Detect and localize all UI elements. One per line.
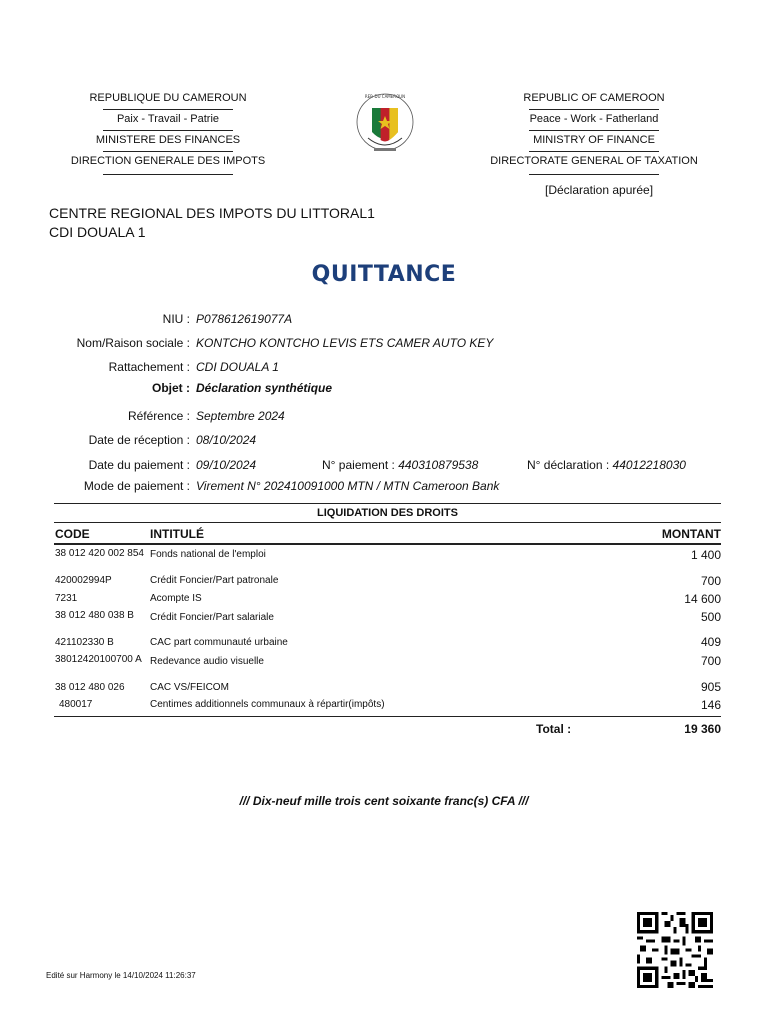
declaration-number-value: 44012218030 (612, 458, 686, 472)
payment-date-value: 09/10/2024 (196, 458, 257, 472)
header-right (469, 88, 719, 172)
row-montant: 146 (700, 698, 721, 712)
row-intitule: Centimes additionnels communaux à répartir(impôts) (150, 699, 385, 710)
header-left (43, 88, 293, 172)
total-label: Total : (536, 722, 572, 736)
row-code: 420002994P (55, 575, 112, 586)
tax-centre (49, 204, 375, 242)
table-caption: LIQUIDATION DES DROITS (317, 507, 458, 519)
row-code: 38 012 480 038 B (55, 610, 134, 621)
tax-centre-cdi: CDI DOUALA 1 (49, 224, 146, 240)
header-left-line: Paix - Travail - Patrie (43, 109, 293, 130)
row-code: 421102330 B (55, 637, 114, 648)
declaration-number (527, 458, 686, 472)
reference-label: Référence : (127, 409, 190, 423)
tax-centre-name: CENTRE REGIONAL DES IMPOTS DU LITTORAL1 (49, 205, 375, 221)
row-intitule: Redevance audio visuelle (150, 656, 264, 667)
header-right-line: Peace - Work - Fatherland (469, 109, 719, 130)
payment-mode-value: Virement N° 202410091000 MTN / MTN Cameroon Bank (196, 479, 500, 493)
payment-date-label: Date du paiement : (88, 458, 190, 472)
header-left-line: MINISTERE DES FINANCES (43, 130, 293, 151)
header-right-line: REPUBLIC OF CAMEROON (523, 92, 665, 104)
row-code: 7231 (55, 593, 78, 604)
payment-mode-label: Mode de paiement : (83, 479, 190, 493)
reception-date-label: Date de réception : (88, 433, 190, 447)
total-value: 19 360 (684, 722, 721, 736)
row-intitule: CAC part communauté urbaine (150, 637, 288, 648)
document-title: QUITTANCE (311, 262, 457, 287)
declaration-status: [Déclaration apurée] (545, 183, 654, 197)
column-header-code: CODE (55, 527, 90, 541)
table-rule-bottom (54, 716, 721, 717)
row-montant: 700 (700, 654, 721, 668)
table-rule-caption (54, 522, 721, 523)
payment-number (322, 458, 478, 472)
row-intitule: CAC VS/FEICOM (150, 682, 229, 693)
header-left-line: DIRECTION GENERALE DES IMPOTS (43, 151, 293, 172)
column-header-montant: MONTANT (661, 527, 721, 541)
niu-label: NIU : (162, 312, 190, 326)
attachment-label: Rattachement : (108, 360, 190, 374)
row-code: 38012420100700 A (55, 654, 142, 665)
row-intitule: Crédit Foncier/Part salariale (150, 612, 274, 623)
svg-text:REP. DU CAMEROUN: REP. DU CAMEROUN (364, 94, 406, 99)
object-value: Déclaration synthétique (196, 381, 333, 395)
row-intitule: Acompte IS (150, 593, 202, 604)
name-label: Nom/Raison sociale : (76, 336, 190, 350)
row-code: 38 012 420 002 854 (55, 548, 144, 559)
row-code: 480017 (59, 699, 93, 710)
coat-of-arms-seal (354, 88, 416, 166)
header-right-line: MINISTRY OF FINANCE (469, 130, 719, 151)
row-montant: 14 600 (684, 592, 721, 606)
attachment-value: CDI DOUALA 1 (196, 360, 279, 374)
row-intitule: Fonds national de l'emploi (150, 549, 266, 560)
amount-in-words: /// Dix-neuf mille trois cent soixante franc(s) CFA /// (239, 794, 529, 808)
reference-value: Septembre 2024 (196, 409, 285, 423)
niu-value: P078612619077A (196, 312, 293, 326)
row-montant: 700 (700, 574, 721, 588)
row-montant: 1 400 (690, 548, 721, 562)
payment-number-value: 440310879538 (398, 458, 479, 472)
table-rule-header (54, 543, 721, 545)
payment-number-label: N° paiement : (322, 458, 395, 472)
edition-footer: Edité sur Harmony le 14/10/2024 11:26:37 (46, 971, 196, 980)
qr-code (637, 912, 713, 988)
table-rule-top (54, 503, 721, 504)
reception-date-value: 08/10/2024 (196, 433, 257, 447)
object-label: Objet : (152, 381, 190, 395)
header-left-line: REPUBLIQUE DU CAMEROUN (89, 92, 247, 104)
row-montant: 905 (700, 680, 721, 694)
column-header-intitule: INTITULÉ (150, 527, 204, 541)
row-montant: 500 (700, 610, 721, 624)
row-code: 38 012 480 026 (55, 682, 125, 693)
row-intitule: Crédit Foncier/Part patronale (150, 575, 279, 586)
row-montant: 409 (700, 635, 721, 649)
name-value: KONTCHO KONTCHO LEVIS ETS CAMER AUTO KEY (196, 336, 494, 350)
header-right-line: DIRECTORATE GENERAL OF TAXATION (469, 151, 719, 172)
declaration-number-label: N° déclaration : (527, 458, 610, 472)
